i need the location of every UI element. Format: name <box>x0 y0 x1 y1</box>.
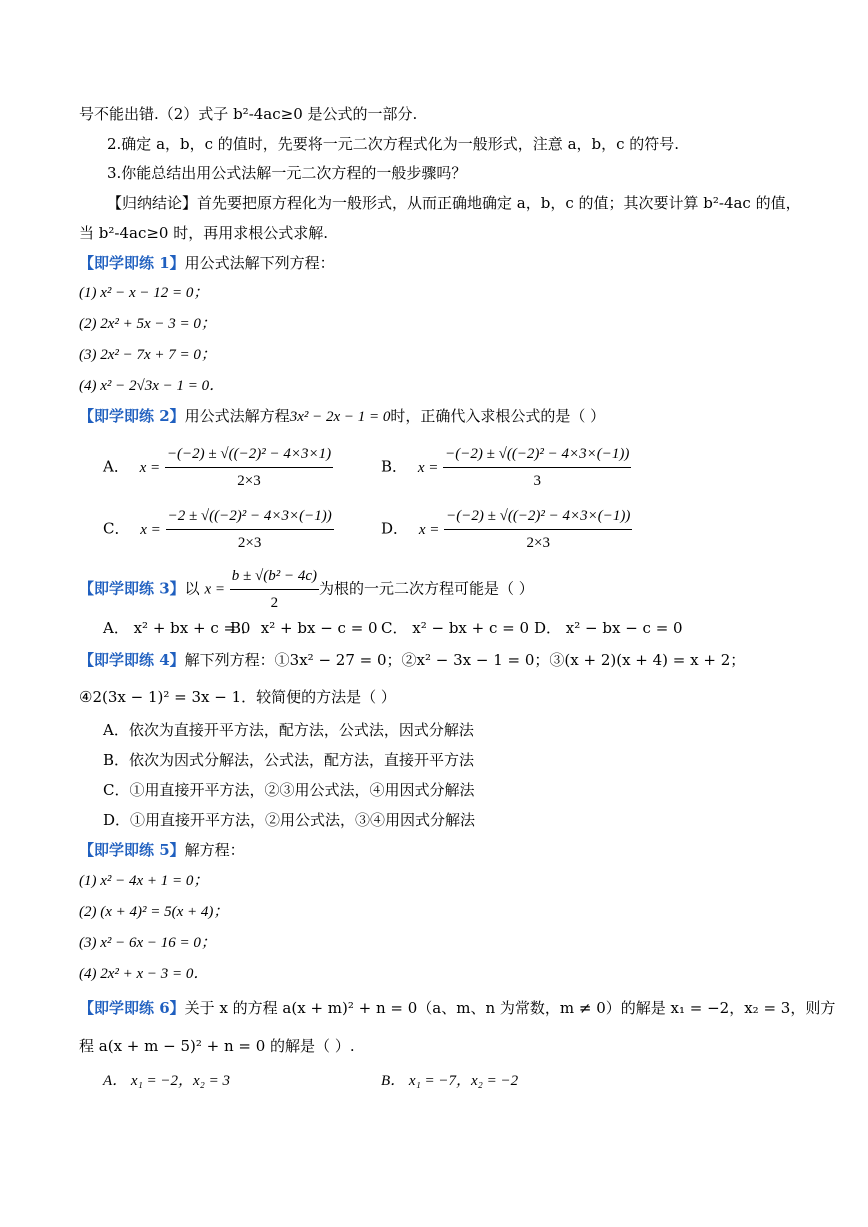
exercise-5-text: 解方程： <box>184 841 245 859</box>
exercise-4-line-1: 解下列方程：①3x² − 27 = 0；②x² − 3x − 1 = 0；③(x + 2)(x + 4) = x + 2； <box>184 651 746 669</box>
exercise-4-option-b: B．依次为因式分解法，公式法，配方法，直接开平方法 <box>103 751 475 769</box>
exercise-3-option-a: A． x² + bx + c = 0 <box>103 619 251 637</box>
exercise-5-item: (2) (x + 4)² = 5(x + 4)； <box>79 904 229 920</box>
option-a-fraction <box>165 443 333 492</box>
exercise-6-line-2: 程 a(x + m − 5)² + n = 0 的解是（ ）. <box>79 1037 355 1055</box>
exercise-2-option-c: C． x = $\frac{\text{−2 ± √((−2)² − 4×3×(−1))}}{2\times 3}$ <box>103 505 334 554</box>
option-b-numerator: −(−2) ± √((−2)² − 4×3×(−1)) <box>443 443 631 468</box>
exercise-4-heading <box>79 649 745 671</box>
exercise-3-option-b: B． x² + bx − c = 0 <box>230 619 378 637</box>
exercise-4-option-d: D．①用直接开平方法，②用公式法，③④用因式分解法 <box>103 811 476 829</box>
exercise-4-option-c: C．①用直接开平方法，②③用公式法，④用因式分解法 <box>103 781 475 799</box>
exercise-2-option-a: A． x = $\frac{\text{−(−2) ± √((−2)² − 4×3×1)}}{2\times 3}$ <box>103 443 333 492</box>
exercise-3-numerator: b ± √(b² − 4c) <box>230 565 319 590</box>
option-c-fraction <box>166 505 334 554</box>
exercise-5-item: (3) x² − 6x − 16 = 0； <box>79 935 216 951</box>
exercise-6-heading <box>79 997 835 1019</box>
exercise-3-tag: 【即学即练 3】 <box>79 579 185 598</box>
exercise-2-option-b: B． x = $\frac{\text{−(−2) ± √((−2)² − 4×3×(−1))}}{3}$ <box>381 443 631 492</box>
exercise-3-fraction <box>230 565 319 614</box>
exercise-5-item: (1) x² − 4x + 1 = 0； <box>79 873 209 889</box>
intro-line-3: 3.你能总结出用公式法解一元二次方程的一般步骤吗？ <box>107 164 467 182</box>
exercise-1-item: (4) x² − 2√3x − 1 = 0． <box>79 378 225 394</box>
exercise-3-option-c: C． x² − bx + c = 0 <box>381 619 530 637</box>
option-a-numerator: −(−2) ± √((−2)² − 4×3×1) <box>165 443 333 468</box>
exercise-3-text: 以 <box>184 579 200 598</box>
option-d-label: D． <box>381 519 409 538</box>
exercise-5-heading <box>79 839 245 861</box>
exercise-6-tag: 【即学即练 6】 <box>79 999 185 1017</box>
exercise-4-option-a: A．依次为直接开平方法，配方法，公式法，因式分解法 <box>103 721 474 739</box>
option-c-denominator: 2×3 <box>237 535 262 551</box>
exercise-2-text-tail: 时，正确代入求根公式的是（ ） <box>390 407 606 425</box>
exercise-3-option-d: D． x² − bx − c = 0 <box>534 619 683 637</box>
exercise-6-option-b: B． x₁ = −7，x₂ = −2 <box>381 1073 519 1089</box>
exercise-3-denominator: 2 <box>270 595 279 611</box>
option-c-numerator: −2 ± √((−2)² − 4×3×(−1)) <box>166 505 334 530</box>
exercise-1-item: (3) 2x² − 7x + 7 = 0； <box>79 347 216 363</box>
option-a-denominator: 2×3 <box>237 473 261 489</box>
exercise-1-tag: 【即学即练 1】 <box>79 254 185 272</box>
exercise-3-text-tail: 为根的一元二次方程可能是（ ） <box>319 579 534 598</box>
exercise-2-equation: 3x² − 2x − 1 = 0 <box>289 409 391 425</box>
exercise-1-item: (2) 2x² + 5x − 3 = 0； <box>79 316 216 332</box>
exercise-3-heading: 【即学即练 3】以 x = $\frac{\text{b ± √(b² − 4c)}}{2}$ 为根的一元二次方程可能是（ ） <box>79 565 534 614</box>
exercise-4-line-2: ④2(3x − 1)² = 3x − 1．较简便的方法是（ ） <box>79 688 396 706</box>
exercise-2-heading <box>79 405 605 428</box>
intro-line-5: 当 b²-4ac≥0 时，再用求根公式求解. <box>79 224 328 242</box>
option-a-label: A． <box>103 457 129 476</box>
exercise-5-item: (4) 2x² + x − 3 = 0． <box>79 966 209 982</box>
option-d-numerator: −(−2) ± √((−2)² − 4×3×(−1)) <box>444 505 632 530</box>
exercise-2-option-d: D． x = $\frac{\text{−(−2) ± √((−2)² − 4×3×(−1))}}{2\times 3}$ <box>381 505 632 554</box>
intro-line-2: 2.确定 a，b，c 的值时，先要将一元二次方程式化为一般形式，注意 a，b，c 的符号. <box>107 135 680 153</box>
exercise-6-line-1: 关于 x 的方程 a(x + m)² + n = 0（a、m、n 为常数，m ≠ 0）的解是 x₁ = −2，x₂ = 3，则方 <box>184 999 836 1017</box>
option-d-denominator: 2×3 <box>526 535 550 551</box>
exercise-6-option-a: A． x₁ = −2，x₂ = 3 <box>103 1073 231 1089</box>
exercise-1-heading <box>79 252 335 274</box>
option-b-denominator: 3 <box>533 473 542 489</box>
exercise-4-tag: 【即学即练 4】 <box>79 651 185 669</box>
exercise-2-tag: 【即学即练 2】 <box>79 407 185 425</box>
intro-line-4: 【归纳结论】首先要把原方程化为一般形式，从而正确地确定 a，b，c 的值；其次要计算 b²-4ac 的值， <box>107 194 801 212</box>
option-b-label: B． <box>381 457 408 476</box>
option-d-fraction <box>444 505 632 554</box>
exercise-2-text: 用公式法解方程 <box>184 407 290 425</box>
option-b-fraction <box>443 443 631 492</box>
intro-line-1: 号不能出错.（2）式子 b²-4ac≥0 是公式的一部分. <box>79 105 418 123</box>
exercise-1-item: (1) x² − x − 12 = 0； <box>79 285 209 301</box>
exercise-1-text: 用公式法解下列方程： <box>184 254 335 272</box>
exercise-5-tag: 【即学即练 5】 <box>79 841 185 859</box>
option-c-label: C． <box>103 519 130 538</box>
